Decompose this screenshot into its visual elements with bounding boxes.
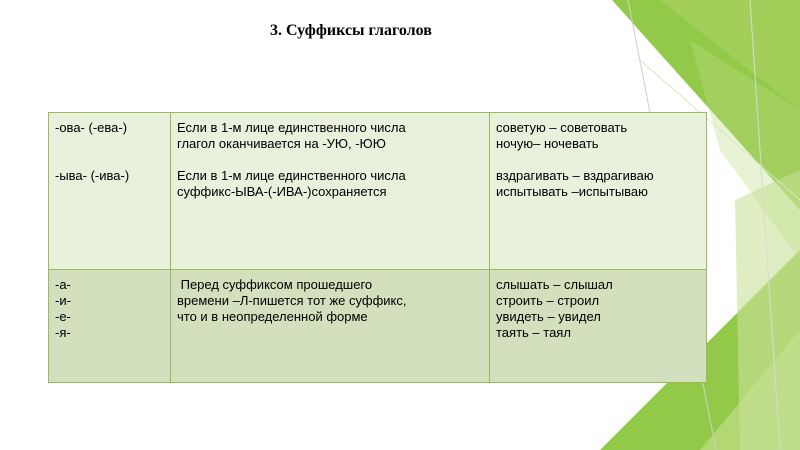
cell-line: -ова- (-ева-) [55,120,128,135]
cell-line: увидеть – увидел [496,309,601,324]
table-cell-suffixes [48,112,170,269]
table-row [48,112,707,269]
table-border [170,112,171,383]
cell-line: глагол оканчивается на -УЮ, -ЮЮ [177,136,386,151]
cell-line: строить – строил [496,293,600,308]
cell-line: советую – советовать [496,120,628,135]
cell-line: Если в 1-м лице единственного числа [177,120,406,135]
cell-line: -ыва- (-ива-) [55,168,130,183]
table-cell-examples [489,112,707,269]
cell-line: что и в неопределенной форме [177,309,368,324]
cell-line: суффикс-ЫВА-(-ИВА-)сохраняется [177,184,387,199]
cell-line: времени –Л-пишется тот же суффикс, [177,293,407,308]
suffix-table [48,112,707,383]
table-border [48,112,707,113]
cell-line: вздрагивать – вздрагиваю [496,168,654,183]
table-border [706,112,707,383]
table-border [48,112,49,383]
cell-line: таять – таял [496,325,571,340]
cell-line: слышать – слышал [496,277,613,292]
cell-line: -а- [55,277,71,292]
table-border [48,269,707,270]
table-border [489,112,490,383]
cell-line: Если в 1-м лице единственного числа [177,168,406,183]
table-border [48,382,707,383]
cell-line: -и- [55,293,71,308]
cell-line: испытывать –испытываю [496,184,648,199]
cell-line: Перед суффиксом прошедшего [177,277,373,292]
table-cell-examples [489,269,707,383]
table-cell-rule [170,269,489,383]
table-cell-suffixes [48,269,170,383]
cell-line: -е- [55,309,71,324]
cell-line: -я- [55,325,71,340]
cell-line: ночую– ночевать [496,136,599,151]
table-row [48,269,707,383]
table-cell-rule [170,112,489,269]
slide-title: 3. Суффиксы глаголов [270,22,432,39]
